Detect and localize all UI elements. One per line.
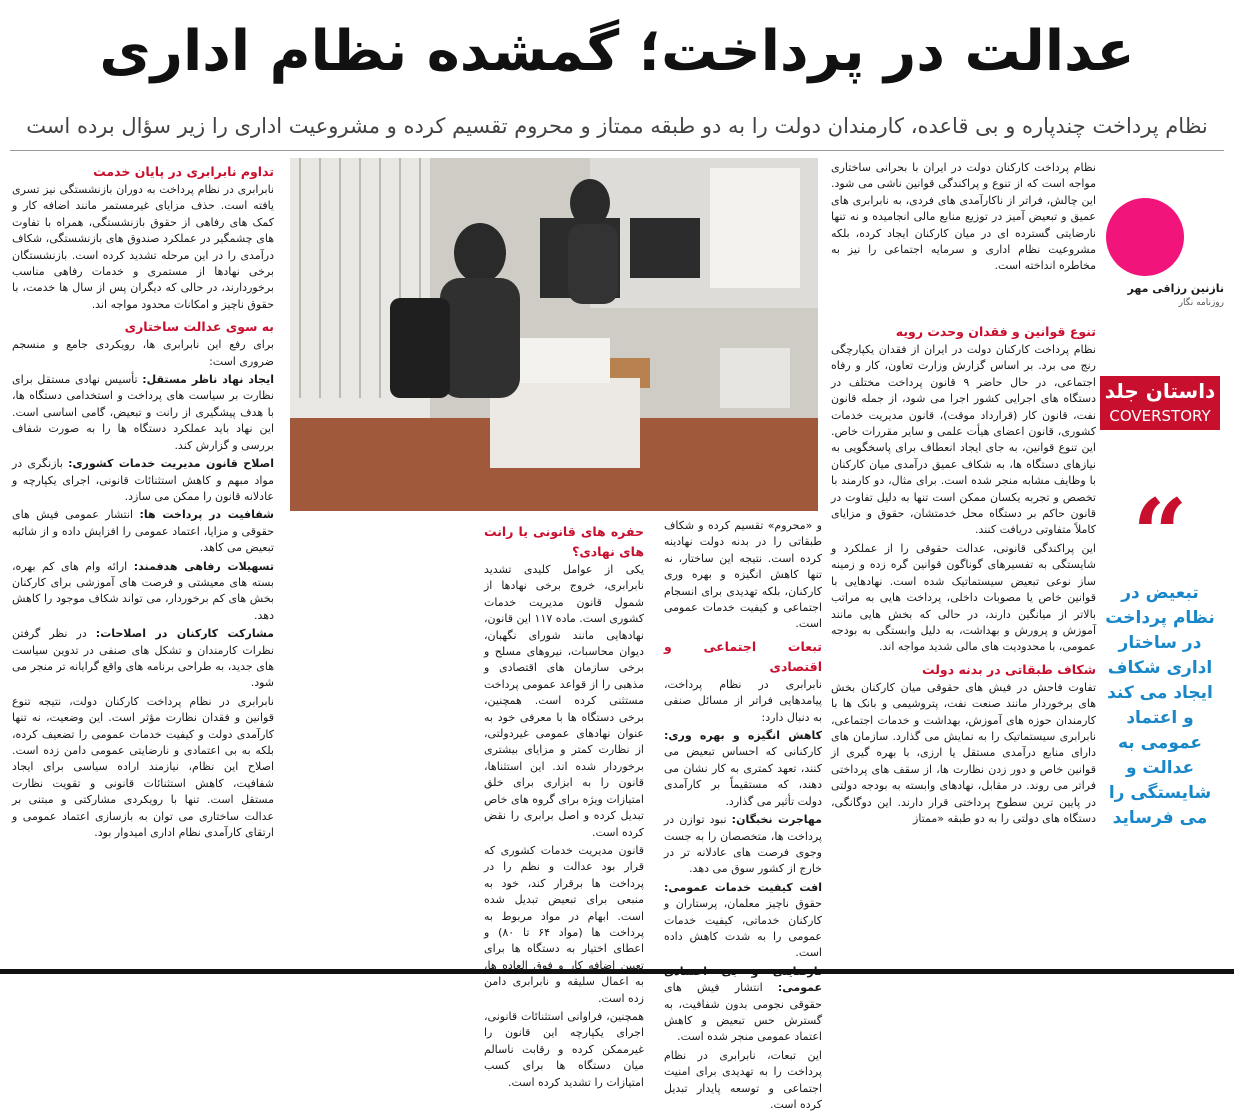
item-text: کارکنانی که احساس تبعیض می کنند، تعهد کمتری به کار نشان می دهند، که مستقیماً بر کارآمدی دولت تأثیر می گذارد. — [664, 745, 822, 808]
list-item — [664, 812, 822, 878]
header-divider — [10, 150, 1224, 151]
subheadline: نظام پرداخت چندپاره و بی قاعده، کارمندان دولت را به دو طبقه ممتاز و محروم تقسیم کرده و مشروعیت اداری را زیر سؤال برده است — [26, 114, 1208, 138]
item-text: انتشار فیش های حقوقی نجومی بدون شفافیت، به گسترش حس تبعیض و کاهش اعتماد عمومی منجر شده است. — [664, 981, 822, 1044]
item-text: ارائه وام های کم بهره، بسته های معیشتی و فرصت های آموزشی برای کارکنان بخش های کم برخوردار، می تواند شکاف موجود را کاهش دهد. — [12, 559, 274, 622]
item-label: افت کیفیت خدمات عمومی: — [664, 880, 822, 894]
item-label: اصلاح قانون مدیریت خدمات کشوری: — [68, 457, 274, 471]
paragraph: برای رفع این نابرابری ها، رویکردی جامع و منسجم ضروری است: — [12, 338, 274, 368]
author-role: روزنامه نگار — [1178, 298, 1224, 308]
list-item — [12, 507, 274, 556]
item-label: ایجاد نهاد ناظر مستقل: — [142, 373, 275, 387]
paragraph: نابرابری در نظام پرداخت به دوران بازنشستگی نیز تسری یافته است. حذف مزایای غیرمستمر مانند اضافه کار و کمک های رفاهی از حقوق بازنشستگی، همراه با تفاوت های چشمگیر در عملکرد صندوق های بازنشستگی، شکاف درآمدی را در این مرحله تشدید کرده است. بازنشستگان برخی نهادها از مستمری و خدمات رفاهی مناسب برخوردارند، در حالی که دیگران پس از سال ها خدمت، با حقوق ناچیز و امکانات محدود مواجه اند. — [12, 183, 274, 311]
list-item — [664, 728, 822, 810]
cover-tag-fa: داستان جلد — [1104, 379, 1216, 403]
article-photo — [290, 158, 818, 511]
section-heading: تبعات اجتماعی و اقتصادی — [664, 638, 822, 674]
column-right — [831, 318, 1096, 964]
paragraph: تفاوت فاحش در فیش های حقوقی میان کارکنان بخش های برخوردار مانند صنعت نفت، پتروشیمی و بانک ها با کارمندان حوزه های آموزش، بهداشت و خدمات اجتماعی، نابرابری سیستماتیک را به نمایش می گذارد. سازمان های دارای منابع درآمدی مستقل یا ارزی، با بهره گیری از قوانین خاص و دور زدن نظارت ها، از سقف های پرداختی فراتر می روند. در مقابل، نهادهای وابسته به بودجه دولتی در پایین ترین سطوح پرداختی قرار دارند. این دوگانگی، دستگاه های دولتی را به دو طبقه «ممتاز — [831, 680, 1096, 825]
cover-tag-en: COVERSTORY — [1109, 407, 1211, 425]
office-photo-illustration — [290, 158, 818, 511]
paragraph: یکی از عوامل کلیدی تشدید نابرابری، خروج برخی نهادها از شمول قانون مدیریت خدمات کشوری است. ماده ۱۱۷ این قانون، نهادهایی مانند شورای نگهبان، دیوان محاسبات، نیروهای مسلح و برخی سازمان های اقتصادی و مذهبی را از قواعد عمومی پرداخت مستثنی کرده است. همچنین، برخی دستگاه ها با معرفی خود به عنوان نهادهای عمومی غیردولتی، از نظارت کمتر و مزایای بیشتری برخوردار شده اند. این استثناها، قانون را به ابزاری برای خلق امتیازات ویژه برای گروه های خاص تبدیل کرده و اصل برابری را نقض کرده است. — [484, 563, 645, 839]
intro-column — [831, 160, 1096, 290]
quote-text: تبعیض در نظام پرداخت در ساختار اداری شکاف ایجاد می کند و اعتماد عمومی به عدالت و شایستگی را می فرساید — [1105, 583, 1215, 828]
paragraph: نظام پرداخت کارکنان دولت در ایران از فقدان یکپارچگی رنج می برد. بر اساس گزارش وزارت تعاون، کار و رفاه اجتماعی، در حال حاضر ۹ قانون پرداخت مختلف در دستگاه های اجرایی کشور اجرا می شود، از جمله قانون نفت، قانون کار (قرارداد موقت)، قانون مدیریت خدمات کشوری، قانون اعضای هیأت علمی و سایر مقررات خاص. این تنوع قوانین، به جای ایجاد انعطاف برای پاسخگویی به نیازهای دستگاه ها، به شکاف عمیق درآمدی میان کارکنان با وظایف مشابه منجر شده است. برای مثال، دو کارمند با تخصص و تجربه یکسان ممکن است تنها به دلیل تفاوت در قانون حاکم بر دستگاه محل خدمتشان، حقوق و مزایای کاملاً متفاوتی دریافت کنند. — [831, 343, 1096, 537]
column-left — [12, 158, 274, 964]
paragraph: نابرابری در نظام پرداخت، پیامدهایی فراتر از مسائل صنفی به دنبال دارد: — [664, 677, 822, 724]
list-item — [12, 626, 274, 692]
quote-mark-icon: “ — [1132, 478, 1188, 591]
list-item — [664, 880, 822, 962]
intro-paragraph: نظام پرداخت کارکنان دولت در ایران با بحرانی ساختاری مواجه است که از تنوع و پراکندگی قوانین ناشی می شود. این چالش، فراتر از ناکارآمدی های فردی، به نابرابری های عمیق و تبعیض آمیز در توزیع منابع مالی انجامیده و نه تنها نارضایتی گسترده ای در میان کارکنان ایجاد کرده، بلکه مشروعیت نظام اداری و سرمایه اجتماعی را نیز به مخاطره انداخته است. — [831, 161, 1096, 273]
item-text: بازنگری در مواد مبهم و کاهش استثنائات قانونی، اجرای یکپارچه و عادلانه قانون را ممکن می سازد. — [12, 457, 274, 503]
item-label: کاهش انگیزه و بهره وری: — [664, 729, 822, 743]
author-block — [1099, 190, 1224, 315]
pull-quote — [1100, 478, 1220, 828]
paragraph: این تبعات، نابرابری در نظام پرداخت را به تهدیدی برای امنیت اجتماعی و توسعه پایدار تبدیل کرده است. — [664, 1048, 822, 1111]
author-name: نازنین رزاقی مهر — [1127, 282, 1224, 295]
paragraph: و «محروم» تقسیم کرده و شکاف طبقاتی را در بدنه دولت نهادینه کرده است. نتیجه این ساختار، نه تنها کاهش انگیزه و بهره وری کارکنان، بلکه تهدیدی برای انسجام اجتماعی و کیفیت خدمات عمومی است. — [664, 519, 822, 631]
section-heading: به سوی عدالت ساختاری — [124, 319, 274, 335]
list-item — [12, 372, 274, 454]
footer-rule — [0, 969, 1234, 974]
section-heading: تنوع قوانین و فقدان وحدت رویه — [895, 324, 1096, 339]
paragraph: قانون مدیریت خدمات کشوری که قرار بود عدالت و نظم را در پرداخت ها برقرار کند، خود به منبعی برای تبعیض تبدیل شده است. ابهام در مواد مربوط به پرداخت ها (مواد ۶۴ تا ۸۰) و اعطای اختیار به دستگاه ها برای تعیین اضافه کار و فوق العاده ها، به اعمال سلیقه و نابرابری دامن زده است. — [484, 843, 645, 1005]
paragraph: نابرابری در نظام پرداخت کارکنان دولت، نتیجه تنوع قوانین و فقدان نظارت مؤثر است. این وضعیت، نه تنها کارآمدی دولت و کیفیت خدمات عمومی را تضعیف کرده، بلکه به بی اعتمادی و نارضایتی عمومی دامن زده است. اصلاح این نظام، نیازمند اراده سیاسی برای ایجاد شفافیت، کاهش استثنائات قانونی و تقویت نظارت مستقل است. تنها با رویکردی مشارکتی و مبتنی بر عدالت ساختاری می توان به بازسازی اعتماد عمومی و ارتقای کارآمدی نظام اداری امیدوار بود. — [12, 694, 274, 840]
item-label: تسهیلات رفاهی هدفمند: — [133, 559, 274, 573]
list-item — [12, 456, 274, 505]
section-heading: تداوم نابرابری در پایان خدمت — [93, 164, 274, 179]
item-text: نبود توازن در پرداخت ها، متخصصان را به جست وجوی فرصت های عادلانه تر در خارج از کشور سوق می دهد. — [664, 813, 822, 876]
item-label: نارضایتی و بی اعتمادی عمومی: — [664, 964, 822, 995]
item-text: در نظر گرفتن نظرات کارمندان و تشکل های صنفی در تدوین سیاست های جدید، به طراحی برنامه های واقع گرایانه تر منجر می شود. — [12, 627, 274, 690]
item-label: شفافیت در پرداخت ها: — [139, 508, 274, 522]
item-text: تأسیس نهادی مستقل برای نظارت بر سیاست های پرداخت و استخدامی دستگاه ها، با هدف پیشگیری از رانت و تبعیض، گامی اساسی است. این نهاد باید عملکرد دستگاه ها را به صورت شفاف بررسی و گزارش کند. — [12, 373, 274, 452]
headline: عدالت در پرداخت؛ گمشده نظام اداری — [99, 19, 1135, 84]
column-center-right — [664, 518, 822, 1111]
cover-story-tag — [1100, 376, 1220, 430]
item-label: مشارکت کارکنان در اصلاحات: — [95, 627, 274, 641]
paragraph: این پراکندگی قانونی، عدالت حقوقی را از عملکرد و شایستگی به تفسیرهای گوناگون قوانین گره زده و زمینه ساز نوعی تبعیض سیستماتیک شده است. نهادهایی با قوانین خاص یا مصوبات داخلی، پرداخت هایی به مراتب بالاتر از میانگین دارند، در حالی که بخش هایی مانند آموزش و پرورش و بهداشت، به دلیل وابستگی به بودجه عمومی، با محدودیت های مالی شدید مواجه اند. — [831, 541, 1096, 654]
section-heading: شکاف طبقاتی در بدنه دولت — [922, 661, 1096, 677]
column-center-left — [484, 518, 645, 1089]
list-item — [664, 964, 822, 1046]
list-item — [12, 559, 274, 625]
item-text: انتشار عمومی فیش های حقوقی و مزایا، اعتماد عمومی را افزایش داده و از شائبه تبعیض می کاهد. — [12, 508, 274, 555]
paragraph: همچنین، فراوانی استثنائات قانونی، اجرای یکپارچه این قانون را غیرممکن کرده و رقابت ناسالم میان دستگاه ها برای کسب امتیازات را تشدید کرده است. — [484, 1009, 644, 1089]
author-avatar — [1106, 198, 1184, 276]
item-text: حقوق ناچیز معلمان، پرستاران و کارکنان خدماتی، کیفیت خدمات عمومی را به شدت کاهش داده است. — [664, 897, 822, 960]
section-heading: حفره های قانونی یا رانت های نهادی؟ — [484, 524, 644, 559]
item-label: مهاجرت نخبگان: — [731, 813, 822, 827]
